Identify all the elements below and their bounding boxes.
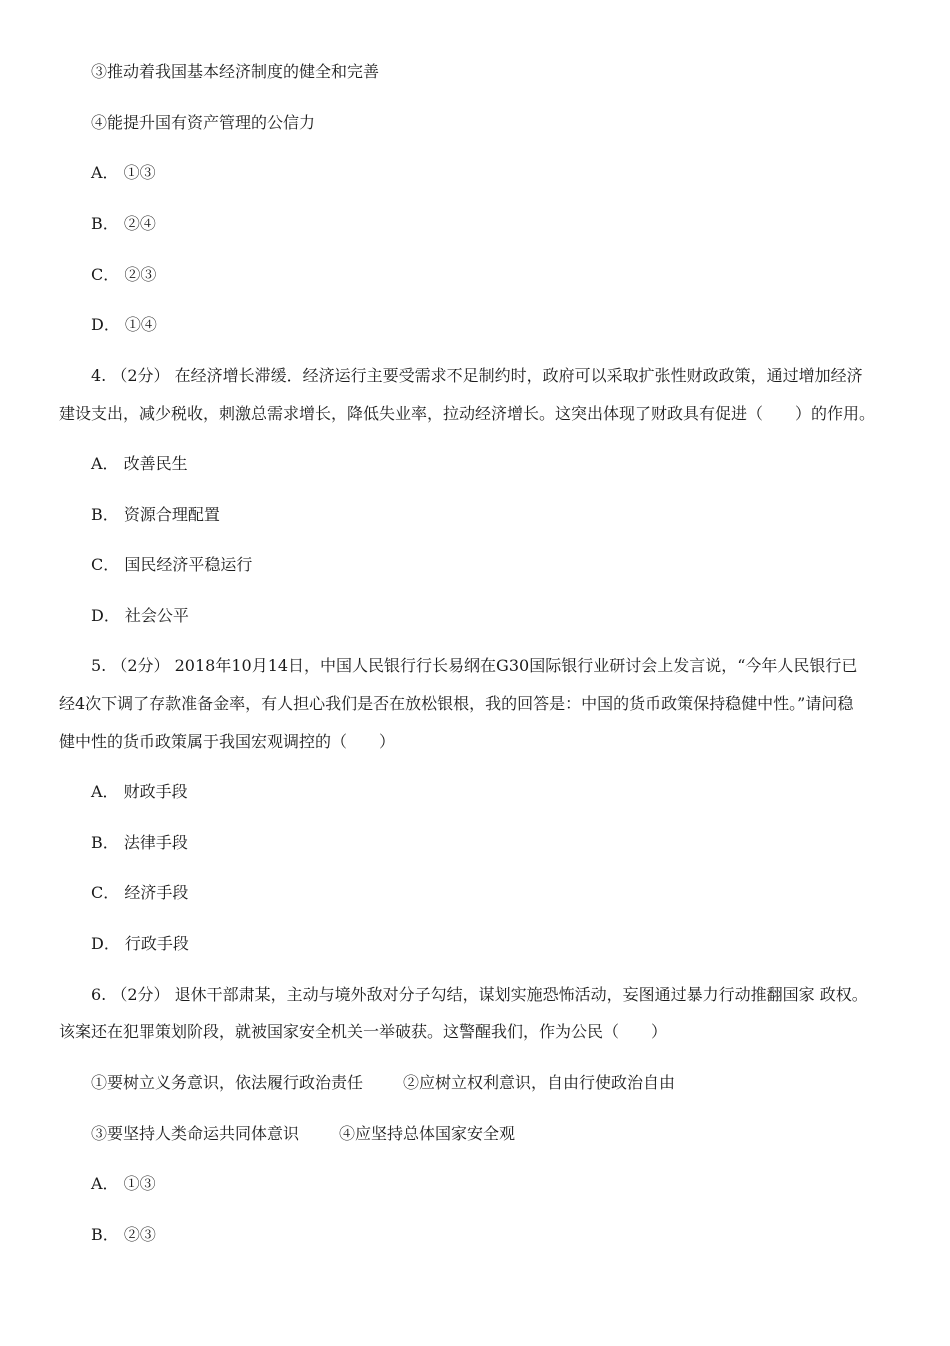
question-4-stem: 4. （2分） 在经济增长滞缓．经济运行主要受需求不足制约时，政府可以采取扩张性财政政策，通过增加经济 <box>91 366 863 385</box>
q5-option-d[interactable]: D． 行政手段 <box>91 934 189 953</box>
option-d[interactable]: D． ①④ <box>91 315 157 334</box>
option-b[interactable]: B． ②④ <box>91 214 156 233</box>
q6-statement-row-1 <box>91 1072 675 1094</box>
statement-4: ④能提升国有资产管理的公信力 <box>91 113 316 132</box>
question-5-stem-cont-2: 健中性的货币政策属于我国宏观调控的（ ） <box>59 732 396 751</box>
q6-statement-2: ②应树立权利意识，自由行使政治自由 <box>403 1073 676 1092</box>
q6-option-a[interactable]: A． ①③ <box>91 1174 156 1193</box>
q4-option-d[interactable]: D． 社会公平 <box>91 606 189 625</box>
q6-option-b[interactable]: B． ②③ <box>91 1225 156 1244</box>
q5-option-c[interactable]: C． 经济手段 <box>91 883 189 902</box>
q5-option-b[interactable]: B． 法律手段 <box>91 833 188 852</box>
question-4-stem-cont: 建设支出，减少税收，刺激总需求增长，降低失业率，拉动经济增长。这突出体现了财政具有促进（ ）的作用。 <box>59 404 876 423</box>
question-5-stem-cont-1: 经4次下调了存款准备金率，有人担心我们是否在放松银根，我的回答是：中国的货币政策保持稳健中性。”请问稳 <box>59 694 854 713</box>
q6-statement-1: ①要树立义务意识，依法履行政治责任 <box>91 1073 364 1092</box>
statement-3: ③推动着我国基本经济制度的健全和完善 <box>91 62 380 81</box>
question-6-stem: 6. （2分） 退休干部肃某，主动与境外敌对分子勾结，谋划实施恐怖活动，妄图通过暴力行动推翻国家 政权。 <box>91 985 868 1004</box>
q6-statement-4: ④应坚持总体国家安全观 <box>339 1124 516 1143</box>
question-6-stem-cont: 该案还在犯罪策划阶段，就被国家安全机关一举破获。这警醒我们，作为公民（ ） <box>59 1022 668 1041</box>
option-a[interactable]: A． ①③ <box>91 163 156 182</box>
q5-option-a[interactable]: A． 财政手段 <box>91 782 188 801</box>
q6-statement-row-2 <box>91 1123 515 1145</box>
q6-statement-3: ③要坚持人类命运共同体意识 <box>91 1124 300 1143</box>
q4-option-c[interactable]: C． 国民经济平稳运行 <box>91 555 253 574</box>
option-c[interactable]: C． ②③ <box>91 265 157 284</box>
question-5-stem: 5. （2分） 2018年10月14日，中国人民银行行长易纲在G30国际银行业研讨会上发言说，“今年人民银行已 <box>91 656 858 675</box>
q4-option-a[interactable]: A． 改善民生 <box>91 454 188 473</box>
q4-option-b[interactable]: B． 资源合理配置 <box>91 505 220 524</box>
